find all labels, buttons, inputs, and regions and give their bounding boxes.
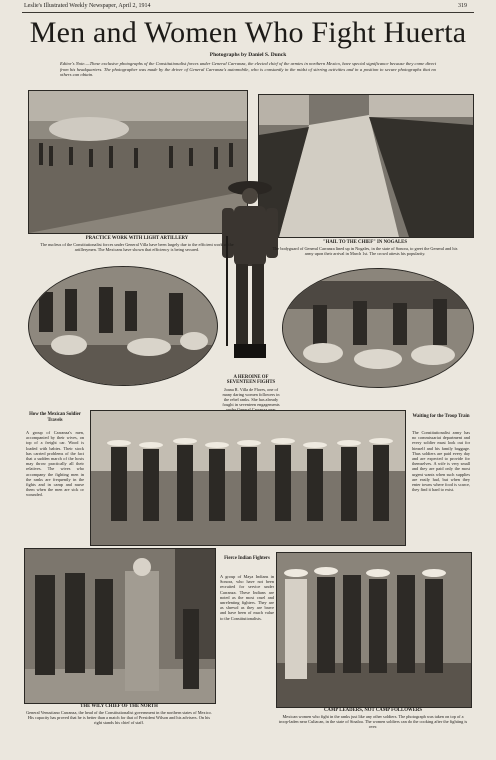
- caption-artillery-title: PRACTICE WORK WITH LIGHT ARTILLERY: [85, 236, 189, 241]
- caption-hail-text: The bodyguard of General Carranza lined up in Nogales, in the state of Sonora, to greet the General and his army upon their arrival in March 1st. The crowd attests his popularity.: [272, 246, 458, 257]
- editors-note: Editor's Note.—These exclusive photographs of the Constitutionalist forces under General Carranza, the elected chief of the armies in northern Mexico, have special significance because they come direct from his headquarters. The photographer was made by the driver of General Carranza's automobile, who is constantly in the midst of stirring activities and in a position to secure photographs that no others can obtain.: [60, 61, 436, 78]
- page-number: 319: [458, 3, 467, 9]
- caption-wily-title: THE WILY CHIEF OF THE NORTH: [80, 704, 158, 709]
- waiting-train-image: [283, 269, 473, 387]
- caption-travel-title: How the Mexican Soldier Travels: [29, 412, 81, 423]
- soldiers-group-image: [91, 411, 405, 545]
- caption-waiting-title: Waiting for the Troop Train: [412, 414, 470, 419]
- heroine-figure-image: [212, 176, 288, 372]
- caption-camp-title: CAMP LEADERS, NOT CAMP FOLLOWERS: [323, 708, 423, 713]
- header-rule: [22, 12, 474, 13]
- nogales-scene-image: [259, 95, 473, 237]
- photo-women-soldiers: [276, 552, 472, 708]
- women-soldiers-image: [277, 553, 471, 707]
- caption-wily-text: General Venustiano Carranza, the head of the Constitutionalist government in the northern states of Mexico. His capacity has proved that he is better than a match for that of President Wilson and his advisers. On his right stands his chief of staff.: [26, 710, 212, 726]
- byline: Photographs by Daniel S. Dunck: [209, 52, 287, 58]
- photo-soldiers-traveling-oval: [28, 266, 218, 386]
- caption-heroine-text: Joana R. Villa de Flores, one of many daring women followers in the rebel ranks. She has already fought in seventeen engagements: [222, 387, 280, 408]
- carranza-scene-image: [25, 549, 215, 703]
- caption-yaqui-text: A group of Maya Indians in Sonora, who have not been recruited for service under Carranza. These Indians are noted as the most cruel and unrelenting fighters. They are as shrewd as they are brave and have been of much value to the Constitutionalists.: [220, 574, 274, 621]
- caption-travel-text: A group of Carranza's men, accompanied by their wives, on top of a freight car. Wood is loaded with babies. Their stock has carried problems of the fact that a sudden march of the hosts may throw practically all their relatives. The wives who accompany the fighting men in the ranks are frequently in the fights and in camp and nurse them when the men are sick or wounded.: [26, 430, 84, 498]
- photo-soldiers-group: [90, 410, 406, 546]
- page-title: Men and Women Who Fight Huerta: [29, 16, 467, 49]
- photo-heroine-portrait: [212, 176, 288, 372]
- photo-nogales-bodyguard: [258, 94, 474, 238]
- caption-heroine-title: A HEROINE OF SEVENTEEN FIGHTS: [226, 375, 276, 385]
- caption-artillery-text: The nucleus of the Constitutionalist forces under General Villa have been largely due to the efficient work of the artillerymen. The Mexicans have shown that efficiency is being secured.: [40, 242, 234, 253]
- caption-camp-text: Mexican women who fight in the ranks just like any other soldiers. The photograph was taken on top of a troop-laden near Culiacan, in the state of Sinaloa. The women soldiers can do the cooking after the fighting is over.: [278, 714, 468, 730]
- caption-yaqui-title: Fierce Indian Fighters: [224, 556, 270, 561]
- soldiers-traveling-image: [29, 267, 217, 385]
- photo-carranza: [24, 548, 216, 704]
- photo-waiting-train-oval: [282, 268, 474, 388]
- caption-hail-title: "HAIL TO THE CHIEF" IN NOGALES: [322, 240, 408, 245]
- caption-waiting-text: The Constitutionalist army has no commissariat department and every soldier must look out for himself and his family baggage. Thus soldiers are paid every day and are expected to provide for themselves. A wife is very small and they are paid only the most urgent wants when such supplies are easily had, but when they enter towns where food is scarce, they find it hard to exist.: [412, 430, 470, 493]
- masthead: Leslie's Illustrated Weekly Newspaper, April 2, 1914: [24, 3, 151, 9]
